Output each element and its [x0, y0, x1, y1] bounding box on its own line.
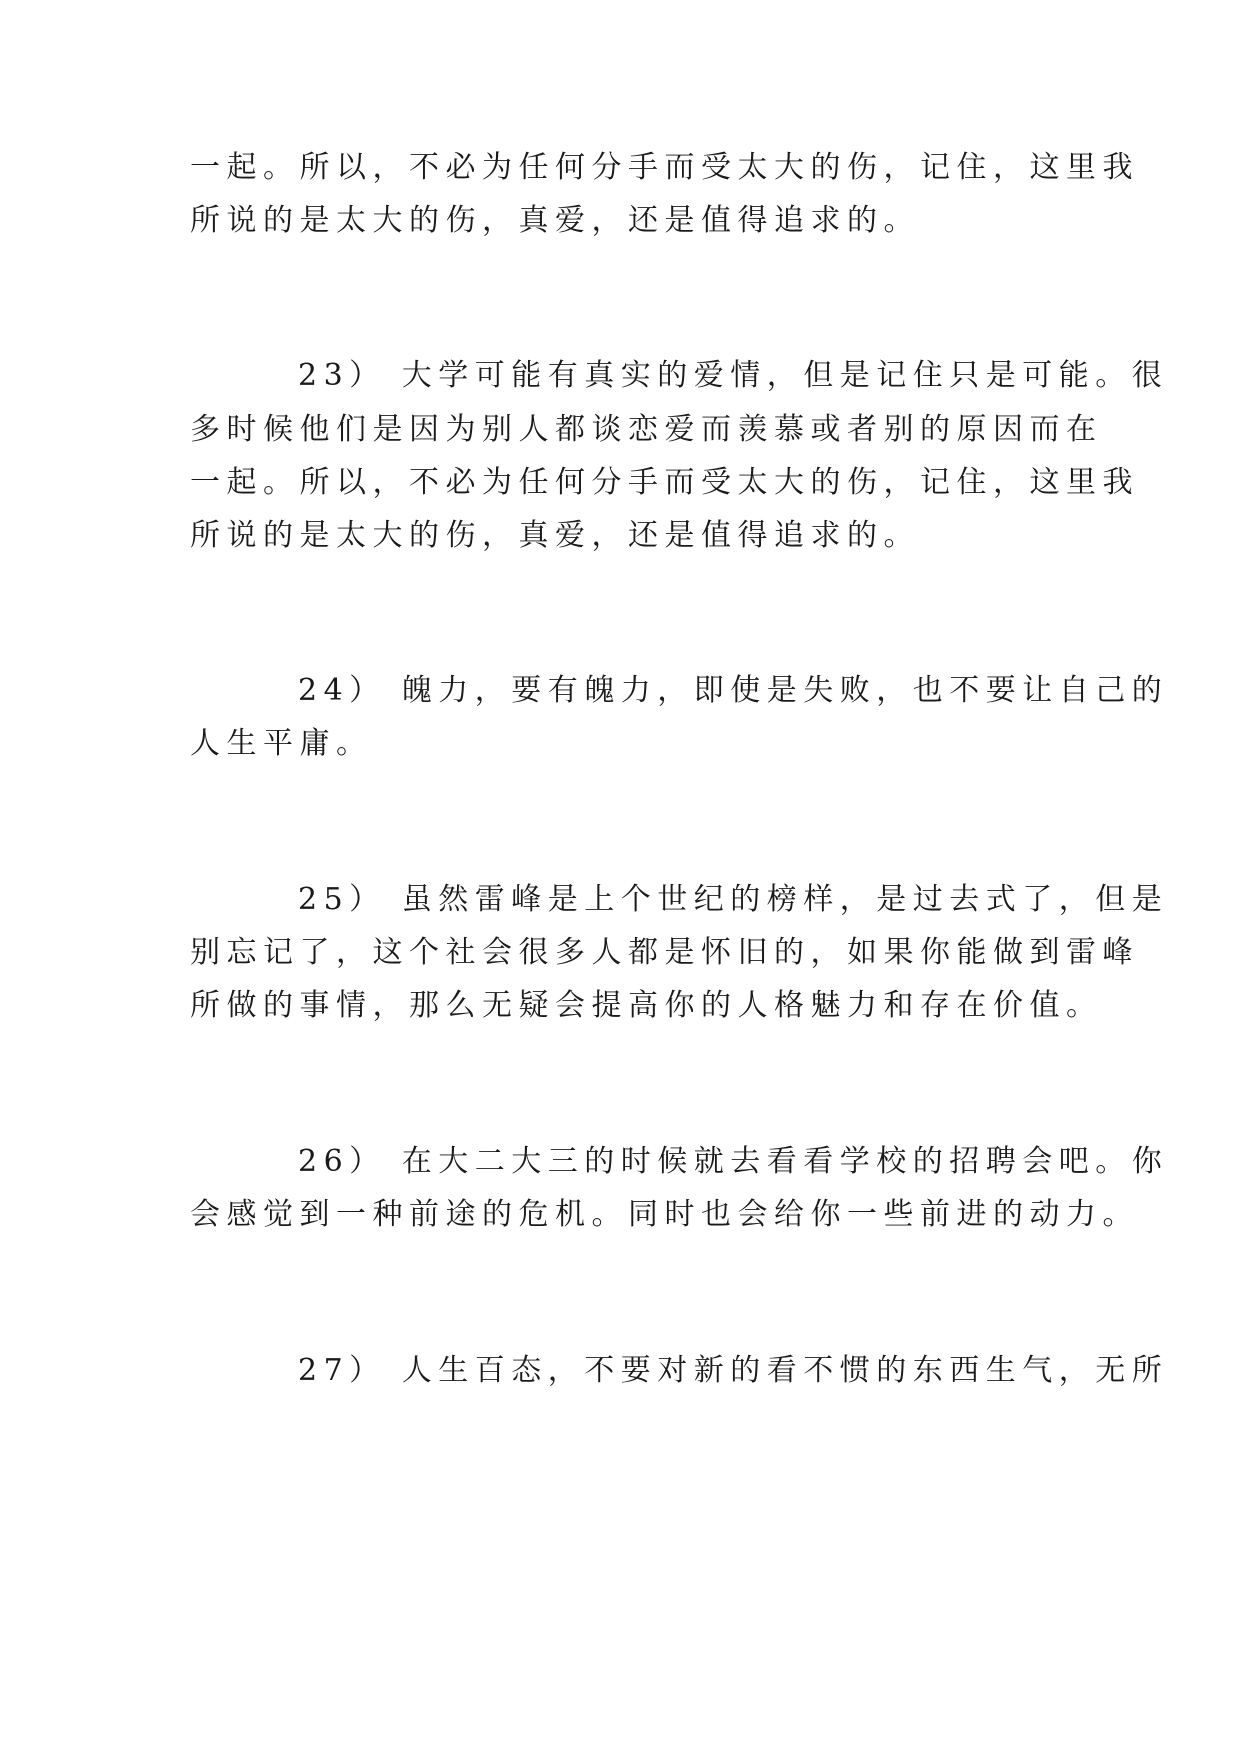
paragraph-line: 25） 虽然雷峰是上个世纪的榜样，是过去式了，但是 [298, 882, 1169, 917]
paragraph-line: 23） 大学可能有真实的爱情，但是记住只是可能。很 [298, 358, 1169, 393]
paragraph-line: 一起。所以，不必为任何分手而受太大的伤，记住，这里我 [190, 465, 1139, 500]
paragraph-line: 27） 人生百态，不要对新的看不惯的东西生气，无所 [298, 1353, 1169, 1388]
paragraph-line: 会感觉到一种前途的危机。同时也会给你一些前进的动力。 [190, 1197, 1139, 1232]
paragraph-line: 所说的是太大的伤，真爱，还是值得追求的。 [190, 203, 920, 238]
paragraph-line: 所做的事情，那么无疑会提高你的人格魅力和存在价值。 [190, 988, 1103, 1023]
paragraph-line: 24） 魄力，要有魄力，即使是失败，也不要让自己的 [298, 673, 1169, 708]
paragraph-line: 人生平庸。 [190, 726, 373, 761]
paragraph-line: 别忘记了，这个社会很多人都是怀旧的，如果你能做到雷峰 [190, 935, 1139, 970]
paragraph-line: 26） 在大二大三的时候就去看看学校的招聘会吧。你 [298, 1144, 1169, 1179]
paragraph-line: 多时候他们是因为别人都谈恋爱而羡慕或者别的原因而在 [190, 412, 1103, 447]
paragraph-line: 所说的是太大的伤，真爱，还是值得追求的。 [190, 518, 920, 553]
paragraph-line: 一起。所以，不必为任何分手而受太大的伤，记住，这里我 [190, 150, 1139, 185]
